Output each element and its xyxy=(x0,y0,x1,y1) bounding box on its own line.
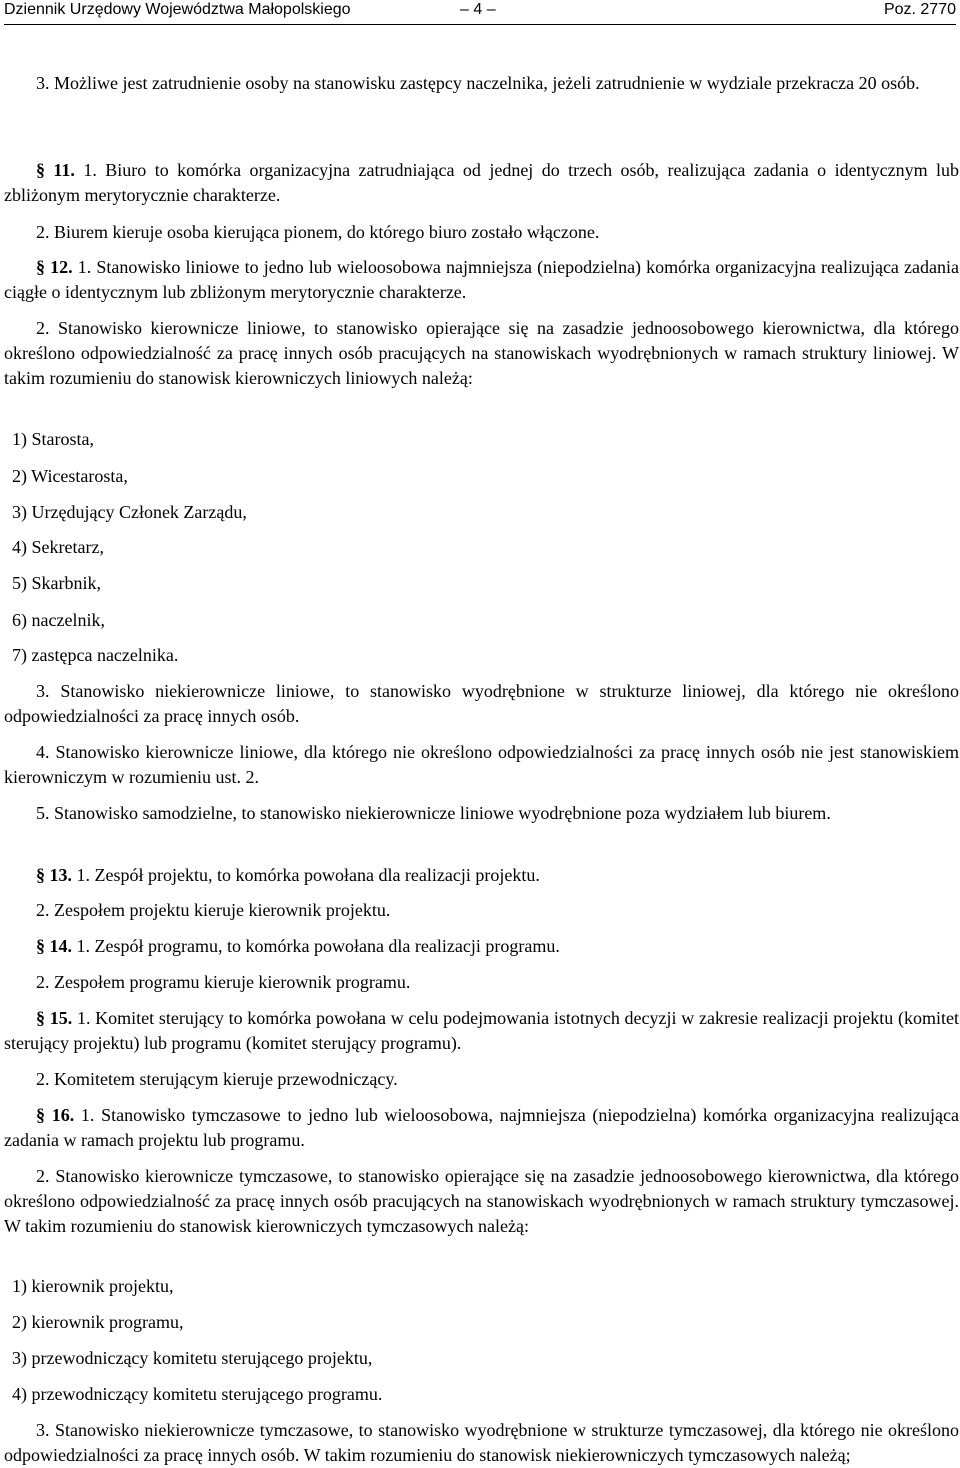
section-13: § 13. 1. Zespół projektu, to komórka powołana dla realizacji projektu. xyxy=(36,865,540,885)
list-item: 6) naczelnik, xyxy=(12,610,105,630)
list-item: 2) Wicestarosta, xyxy=(12,466,128,486)
list-item: 1) kierownik projektu, xyxy=(12,1276,174,1296)
section-15: § 15. 1. Komitet sterujący to komórka powołana w celu podejmowania istotnych decyzji w zakresie realizacji projektu (komitet sterujący projektu) lub programu (komitet sterujący programu). xyxy=(4,1008,960,1053)
list-item: 3) Urzędujący Członek Zarządu, xyxy=(12,502,247,522)
journal-title: Dziennik Urzędowy Województwa Małopolskiego xyxy=(4,1,351,18)
section-12: § 12. 1. Stanowisko liniowe to jedno lub wieloosobowa najmniejsza (niepodzielna) komórka organizacyjna realizująca zadania ciągłe o identycznym lub zbliżonym merytorycznie charakterze. xyxy=(4,257,959,302)
list-item: 7) zastępca naczelnika. xyxy=(12,645,179,665)
list-item: 4) przewodniczący komitetu sterującego programu. xyxy=(12,1384,383,1404)
paragraph: 2. Zespołem projektu kieruje kierownik projektu. xyxy=(36,900,391,920)
paragraph: 2. Stanowisko kierownicze tymczasowe, to stanowisko opierające się na zasadzie jednoosobowego kierownictwa, dla którego określono odpowiedzialność za pracę innych osób pracujących na stanowiskach wyodrębnionych w ramach struktury tymczasowej. W takim rozumieniu do stanowisk kierowniczych tymczasowych należą: xyxy=(4,1166,959,1236)
section-16: § 16. 1. Stanowisko tymczasowe to jedno lub wieloosobowa, najmniejsza (niepodzielna) komórka organizacyjna realizująca zadania w ramach projektu lub programu. xyxy=(4,1105,959,1150)
page-number: – 4 – xyxy=(460,1,496,18)
paragraph: 4. Stanowisko kierownicze liniowe, dla którego nie określono odpowiedzialności za pracę innych osób nie jest stanowiskiem kierowniczym w rozumieniu ust. 2. xyxy=(4,742,959,787)
list-item: 5) Skarbnik, xyxy=(12,573,101,593)
paragraph: 5. Stanowisko samodzielne, to stanowisko niekierownicze liniowe wyodrębnione poza wydziałem lub biurem. xyxy=(36,803,831,823)
section-14: § 14. 1. Zespół programu, to komórka powołana dla realizacji programu. xyxy=(36,936,560,956)
paragraph: 2. Zespołem programu kieruje kierownik programu. xyxy=(36,972,411,992)
list-item: 3) przewodniczący komitetu sterującego projektu, xyxy=(12,1348,373,1368)
paragraph: 3. Możliwe jest zatrudnienie osoby na stanowisku zastępcy naczelnika, jeżeli zatrudnienie w wydziale przekracza 20 osób. xyxy=(36,73,920,93)
list-item: 4) Sekretarz, xyxy=(12,537,104,557)
paragraph: 2. Biurem kieruje osoba kierująca pionem, do którego biuro zostało włączone. xyxy=(36,222,600,242)
section-11: § 11. 1. Biuro to komórka organizacyjna zatrudniająca od jednej do trzech osób, realizująca zadania o identycznym lub zbliżonym merytorycznie charakterze. xyxy=(4,160,959,205)
paragraph: 2. Stanowisko kierownicze liniowe, to stanowisko opierające się na zasadzie jednoosobowego kierownictwa, dla którego określono odpowiedzialność za pracę innych osób pracujących na stanowiskach wyodrębnionych w ramach struktury liniowej. W takim rozumieniu do stanowisk kierowniczych liniowych należą: xyxy=(4,318,959,388)
paragraph: 2. Komitetem sterującym kieruje przewodniczący. xyxy=(36,1069,398,1089)
list-item: 1) Starosta, xyxy=(12,429,94,449)
paragraph: 3. Stanowisko niekierownicze tymczasowe, to stanowisko wyodrębnione w strukturze tymczasowej, dla którego nie określono odpowiedzialności za pracę innych osób. W takim rozumieniu do stanowisk niekierowniczych tymczasowych należą; xyxy=(4,1420,959,1465)
paragraph: 3. Stanowisko niekierownicze liniowe, to stanowisko wyodrębnione w strukturze liniowej, dla którego nie określono odpowiedzialności za pracę innych osób. xyxy=(4,681,959,726)
list-item: 2) kierownik programu, xyxy=(12,1312,184,1332)
page-header xyxy=(4,0,956,25)
position-number: Poz. 2770 xyxy=(883,1,956,18)
